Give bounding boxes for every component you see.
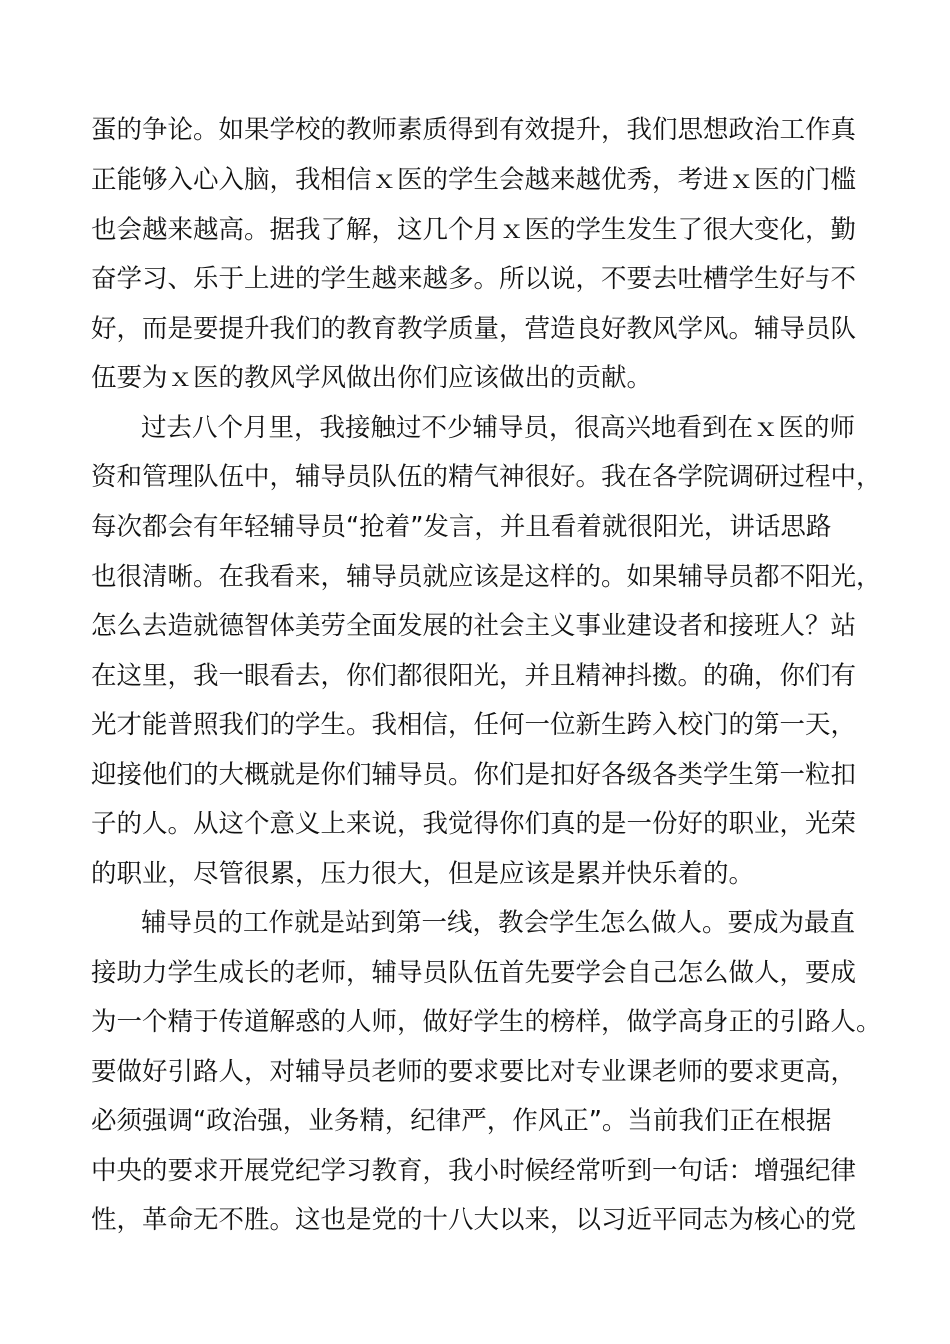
text-line: 蛋的争论。如果学校的教师素质得到有效提升，我们思想政治工作真 xyxy=(91,115,857,145)
text-line: 光才能普照我们的学生。我相信，任何一位新生跨入校门的第一天， xyxy=(91,710,857,740)
text-line: 为一个精于传道解惑的人师，做好学生的榜样，做学高身正的引路人。 xyxy=(91,1007,882,1037)
text-line: 性，革命无不胜。这也是党的十八大以来，以习近平同志为核心的党 xyxy=(91,1205,857,1235)
text-line: 怎么去造就德智体美劳全面发展的社会主义事业建设者和接班人？站 xyxy=(91,611,857,641)
text-line: 要做好引路人，对辅导员老师的要求要比对专业课老师的要求更高， xyxy=(91,1057,857,1087)
text-line: 在这里，我一眼看去，你们都很阳光，并且精神抖擞。的确，你们有 xyxy=(91,661,857,691)
text-line: 迎接他们的大概就是你们辅导员。你们是扣好各级各类学生第一粒扣 xyxy=(91,760,857,790)
text-line: 的职业，尽管很累，压力很大，但是应该是累并快乐着的。 xyxy=(91,859,755,889)
text-line: 好，而是要提升我们的教育教学质量，营造良好教风学风。辅导员队 xyxy=(91,314,857,344)
text-line: 子的人。从这个意义上来说，我觉得你们真的是一份好的职业，光荣 xyxy=(91,809,857,839)
text-line: 必须强调“政治强，业务精，纪律严，作风正”。当前我们正在根据 xyxy=(91,1106,832,1136)
text-line: 伍要为ｘ医的教风学风做出你们应该做出的贡献。 xyxy=(91,363,653,393)
text-line: 也会越来越高。据我了解，这几个月ｘ医的学生发生了很大变化，勤 xyxy=(91,215,857,245)
text-line: 接助力学生成长的老师，辅导员队伍首先要学会自己怎么做人，要成 xyxy=(91,958,857,988)
text-line: 正能够入心入脑，我相信ｘ医的学生会越来越优秀，考进ｘ医的门槛 xyxy=(91,165,857,195)
paragraph-first-line: 辅导员的工作就是站到第一线，教会学生怎么做人。要成为最直 xyxy=(141,908,856,938)
text-line: 中央的要求开展党纪学习教育，我小时候经常听到一句话：增强纪律 xyxy=(91,1156,857,1186)
text-line: 每次都会有年轻辅导员“抢着”发言，并且看着就很阳光，讲话思路 xyxy=(91,512,832,542)
text-line: 奋学习、乐于上进的学生越来越多。所以说，不要去吐槽学生好与不 xyxy=(91,264,857,294)
text-line: 资和管理队伍中，辅导员队伍的精气神很好。我在各学院调研过程中， xyxy=(91,462,882,492)
paragraph-first-line: 过去八个月里，我接触过不少辅导员，很高兴地看到在ｘ医的师 xyxy=(141,413,856,443)
text-line: 也很清晰。在我看来，辅导员就应该是这样的。如果辅导员都不阳光， xyxy=(91,562,882,592)
